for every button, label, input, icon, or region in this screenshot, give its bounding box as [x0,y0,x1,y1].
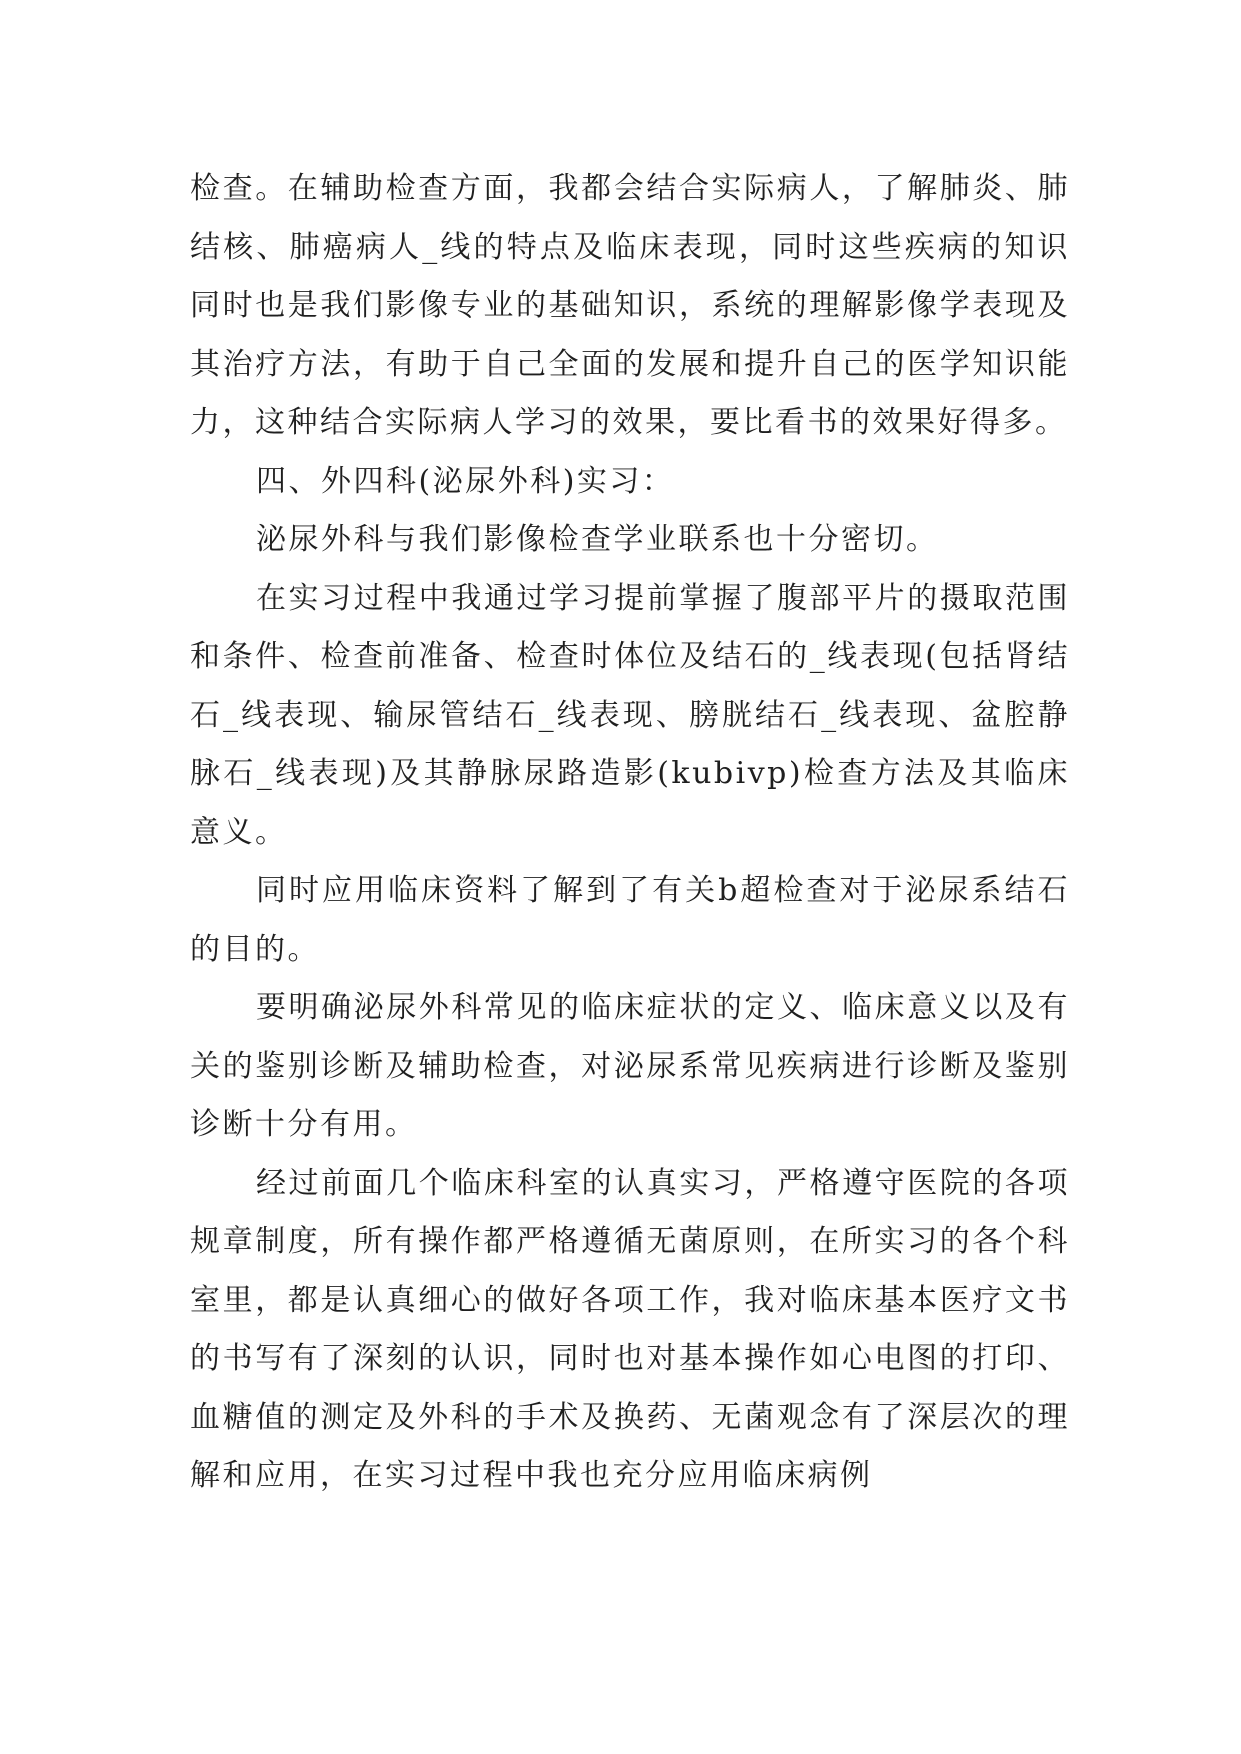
paragraph-ultrasound-purpose: 同时应用临床资料了解到了有关b超检查对于泌尿系结石的目的。 [190,873,1070,967]
paragraph-clinical-practice-summary: 经过前面几个临床科室的认真实习，严格遵守医院的各项规章制度，所有操作都严格遵循无菌原则，在所实习的各个科室里，都是认真细心的做好各项工作，我对临床基本医疗文书的书写有了深刻的认识，同时也对基本操作如心电图的打印、血糖值的测定及外科的手术及换药、无菌观念有了深层次的理解和应用，在实习过程中我也充分应用临床病例 [190,1165,1070,1493]
document-body [190,160,1070,1506]
section-heading-urology-internship: 四、外四科(泌尿外科)实习： [256,463,675,499]
paragraph-symptom-diagnosis: 要明确泌尿外科常见的临床症状的定义、临床意义以及有关的鉴别诊断及辅助检查，对泌尿系常见疾病进行诊断及鉴别诊断十分有用。 [190,990,1070,1142]
paragraph-urology-relation: 泌尿外科与我们影像检查学业联系也十分密切。 [256,522,939,557]
paragraph-abdominal-film-learning: 在实习过程中我通过学习提前掌握了腹部平片的摄取范围和条件、检查前准备、检查时体位及结石的_线表现(包括肾结石_线表现、输尿管结石_线表现、膀胱结石_线表现、盆腔静脉石_线表现)及其静脉尿路造影(kubivp)检查方法及其临床意义。 [190,580,1070,850]
paragraph-imaging-exam-summary: 检查。在辅助检查方面，我都会结合实际病人，了解肺炎、肺结核、肺癌病人_线的特点及临床表现，同时这些疾病的知识同时也是我们影像专业的基础知识，系统的理解影像学表现及其治疗方法，有助于自己全面的发展和提升自己的医学知识能力，这种结合实际病人学习的效果，要比看书的效果好得多。 [190,171,1070,440]
